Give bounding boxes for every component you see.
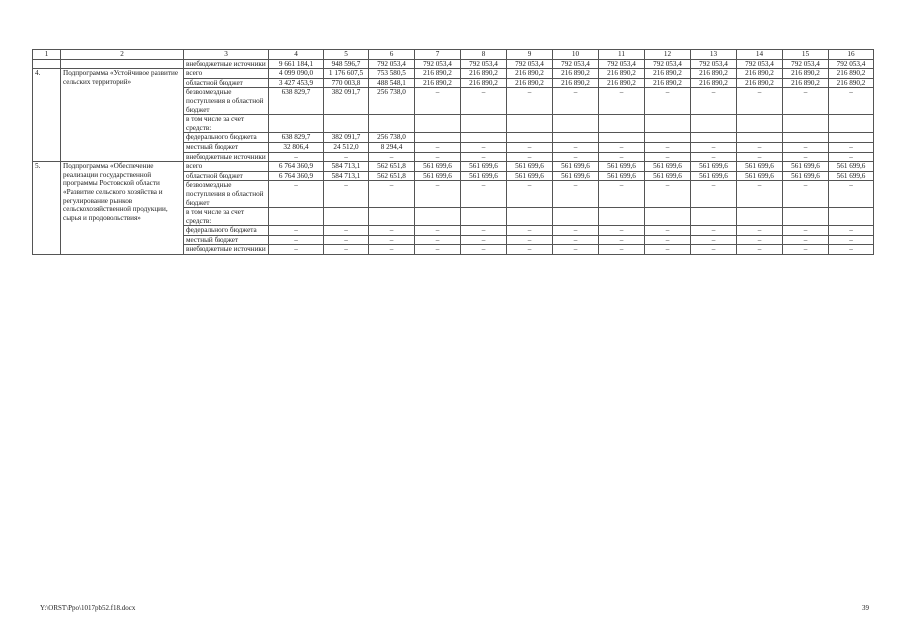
amount-cell: – [415,152,461,162]
amount-cell: – [507,181,553,208]
funding-source: всего [184,162,269,172]
amount-cell: – [553,152,599,162]
amount-cell: – [599,245,645,255]
amount-cell [599,133,645,143]
amount-cell: 561 699,6 [829,171,874,181]
amount-cell: 382 091,7 [324,133,369,143]
amount-cell: 24 512,0 [324,142,369,152]
funding-source: в том числе за счет средств: [184,115,269,133]
amount-cell: – [269,226,324,236]
amount-cell: 792 053,4 [737,59,783,69]
amount-cell: – [415,88,461,115]
amount-cell: – [599,152,645,162]
amount-cell: – [269,181,324,208]
amount-cell: – [691,142,737,152]
amount-cell [691,115,737,133]
amount-cell [324,208,369,226]
amount-cell [783,133,829,143]
amount-cell: – [461,181,507,208]
amount-cell: 561 699,6 [645,171,691,181]
amount-cell: – [599,235,645,245]
amount-cell: – [507,88,553,115]
amount-cell: 561 699,6 [415,171,461,181]
amount-cell: 561 699,6 [461,171,507,181]
amount-cell: 216 890,2 [461,69,507,79]
amount-cell: 4 099 090,0 [269,69,324,79]
amount-cell: – [324,226,369,236]
amount-cell [553,208,599,226]
amount-cell: – [507,235,553,245]
amount-cell: – [599,181,645,208]
amount-cell [269,208,324,226]
amount-cell: 561 699,6 [783,162,829,172]
amount-cell [737,208,783,226]
amount-cell: – [829,235,874,245]
amount-cell: – [737,245,783,255]
amount-cell: – [737,152,783,162]
amount-cell: 792 053,4 [783,59,829,69]
amount-cell: – [645,181,691,208]
amount-cell: 216 890,2 [691,69,737,79]
amount-cell [599,208,645,226]
column-header: 10 [553,50,599,60]
amount-cell: – [737,142,783,152]
amount-cell: – [783,245,829,255]
funding-source: всего [184,69,269,79]
amount-cell: – [369,226,415,236]
amount-cell: 584 713,1 [324,171,369,181]
amount-cell: – [691,235,737,245]
amount-cell [415,133,461,143]
amount-cell [737,115,783,133]
amount-cell: 638 829,7 [269,133,324,143]
amount-cell: – [829,245,874,255]
subprogram-name [61,59,184,69]
amount-cell: 216 890,2 [507,78,553,88]
amount-cell: 770 003,8 [324,78,369,88]
amount-cell [324,115,369,133]
subprogram-name: Подпрограмма «Обеспечение реализации государственной программы Ростовской области «Развитие сельского хозяйства и регулирование рынков сельскохозяйственной продукции, сырья и продовольствия» [61,162,184,255]
amount-cell: – [737,88,783,115]
row-number: 4. [33,69,61,162]
amount-cell: – [461,88,507,115]
amount-cell: 792 053,4 [461,59,507,69]
amount-cell: 561 699,6 [645,162,691,172]
amount-cell: – [783,142,829,152]
amount-cell: 792 053,4 [507,59,553,69]
amount-cell: 9 661 184,1 [269,59,324,69]
amount-cell: – [324,152,369,162]
amount-cell: – [645,88,691,115]
amount-cell: – [369,245,415,255]
amount-cell: 216 890,2 [829,78,874,88]
amount-cell: – [461,152,507,162]
amount-cell: 216 890,2 [737,78,783,88]
amount-cell: – [829,88,874,115]
funding-source: федерального бюджета [184,226,269,236]
amount-cell: 216 890,2 [691,78,737,88]
amount-cell: 216 890,2 [599,69,645,79]
amount-cell: 216 890,2 [415,69,461,79]
amount-cell: 216 890,2 [737,69,783,79]
amount-cell: 561 699,6 [599,171,645,181]
amount-cell: – [829,152,874,162]
row-number: 5. [33,162,61,255]
funding-source: в том числе за счет средств: [184,208,269,226]
amount-cell: – [415,142,461,152]
amount-cell: 382 091,7 [324,88,369,115]
amount-cell: – [783,226,829,236]
amount-cell: 561 699,6 [599,162,645,172]
amount-cell: 216 890,2 [829,69,874,79]
amount-cell: 561 699,6 [829,162,874,172]
amount-cell [415,208,461,226]
amount-cell: 792 053,4 [599,59,645,69]
amount-cell [737,133,783,143]
amount-cell [783,208,829,226]
amount-cell: – [553,88,599,115]
amount-cell: – [691,181,737,208]
amount-cell: 3 427 453,9 [269,78,324,88]
amount-cell: 561 699,6 [507,171,553,181]
column-header: 4 [269,50,324,60]
amount-cell [691,208,737,226]
amount-cell: 561 699,6 [415,162,461,172]
funding-source: безвозмездные поступления в областной бюджет [184,181,269,208]
amount-cell: – [324,181,369,208]
amount-cell [691,133,737,143]
amount-cell: – [691,152,737,162]
page-number: 39 [862,604,869,612]
amount-cell: 256 738,0 [369,88,415,115]
amount-cell: 792 053,4 [829,59,874,69]
amount-cell: 256 738,0 [369,133,415,143]
amount-cell: – [415,235,461,245]
amount-cell: – [461,245,507,255]
amount-cell [269,115,324,133]
amount-cell: – [553,226,599,236]
amount-cell: – [553,245,599,255]
amount-cell: 792 053,4 [691,59,737,69]
amount-cell: 753 580,5 [369,69,415,79]
column-header: 2 [61,50,184,60]
amount-cell: – [783,235,829,245]
funding-source: внебюджетные источники [184,59,269,69]
column-header: 5 [324,50,369,60]
amount-cell: 561 699,6 [553,171,599,181]
column-header: 3 [184,50,269,60]
amount-cell: – [461,235,507,245]
column-header: 16 [829,50,874,60]
amount-cell [461,115,507,133]
amount-cell [645,133,691,143]
amount-cell: 216 890,2 [461,78,507,88]
amount-cell: 216 890,2 [553,78,599,88]
amount-cell: – [783,88,829,115]
amount-cell: – [691,245,737,255]
amount-cell: – [553,235,599,245]
amount-cell: – [553,181,599,208]
header-row [33,50,874,60]
row-number [33,59,61,69]
amount-cell [507,133,553,143]
amount-cell: 561 699,6 [461,162,507,172]
amount-cell: 792 053,4 [645,59,691,69]
footer-file-path: Y:\ORST\Ppo\1017pb52.f18.docx [40,604,136,612]
subprogram-name: Подпрограмма «Устойчивое развитие сельских территорий» [61,69,184,162]
amount-cell: 792 053,4 [369,59,415,69]
amount-cell [599,115,645,133]
amount-cell: – [415,181,461,208]
amount-cell: – [369,181,415,208]
amount-cell: 638 829,7 [269,88,324,115]
amount-cell [507,208,553,226]
amount-cell [369,115,415,133]
column-header: 1 [33,50,61,60]
amount-cell: 216 890,2 [553,69,599,79]
amount-cell: – [507,226,553,236]
amount-cell: – [737,235,783,245]
amount-cell: – [829,226,874,236]
budget-table [32,49,874,255]
table-row [33,59,874,69]
amount-cell [829,208,874,226]
funding-source: местный бюджет [184,142,269,152]
amount-cell [553,115,599,133]
amount-cell [461,208,507,226]
amount-cell: 216 890,2 [783,69,829,79]
amount-cell: 1 176 607,5 [324,69,369,79]
amount-cell [369,208,415,226]
amount-cell: 561 699,6 [691,171,737,181]
amount-cell: – [737,226,783,236]
funding-source: федерального бюджета [184,133,269,143]
amount-cell: – [691,226,737,236]
amount-cell: – [269,152,324,162]
amount-cell: 562 651,8 [369,162,415,172]
amount-cell: – [599,226,645,236]
amount-cell: 216 890,2 [507,69,553,79]
amount-cell: 561 699,6 [507,162,553,172]
amount-cell: – [599,142,645,152]
amount-cell: 32 806,4 [269,142,324,152]
amount-cell: – [269,245,324,255]
amount-cell: – [553,142,599,152]
amount-cell: – [783,181,829,208]
funding-source: областной бюджет [184,171,269,181]
amount-cell: 584 713,1 [324,162,369,172]
column-header: 11 [599,50,645,60]
amount-cell: 6 764 360,9 [269,171,324,181]
amount-cell: 561 699,6 [691,162,737,172]
amount-cell: – [645,142,691,152]
amount-cell: 488 548,1 [369,78,415,88]
amount-cell: 561 699,6 [783,171,829,181]
column-header: 6 [369,50,415,60]
amount-cell: – [415,245,461,255]
amount-cell [645,208,691,226]
amount-cell: – [324,245,369,255]
amount-cell: – [415,226,461,236]
amount-cell: – [645,245,691,255]
amount-cell [461,133,507,143]
column-header: 12 [645,50,691,60]
amount-cell: – [324,235,369,245]
amount-cell: – [369,235,415,245]
amount-cell [829,115,874,133]
amount-cell: 216 890,2 [645,69,691,79]
column-header: 13 [691,50,737,60]
amount-cell: 948 596,7 [324,59,369,69]
amount-cell: 561 699,6 [737,162,783,172]
column-header: 7 [415,50,461,60]
amount-cell: 6 764 360,9 [269,162,324,172]
funding-source: внебюджетные источники [184,245,269,255]
amount-cell: – [461,226,507,236]
funding-source: внебюджетные источники [184,152,269,162]
amount-cell: 792 053,4 [415,59,461,69]
amount-cell [783,115,829,133]
amount-cell: – [645,226,691,236]
amount-cell: 561 699,6 [737,171,783,181]
amount-cell [829,133,874,143]
amount-cell: – [829,181,874,208]
table-row [33,69,874,79]
funding-source: безвозмездные поступления в областной бюджет [184,88,269,115]
funding-source: областной бюджет [184,78,269,88]
amount-cell: – [507,152,553,162]
funding-source: местный бюджет [184,235,269,245]
amount-cell: – [369,152,415,162]
amount-cell: 216 890,2 [599,78,645,88]
amount-cell: 216 890,2 [783,78,829,88]
column-header: 8 [461,50,507,60]
amount-cell: – [829,142,874,152]
amount-cell: 8 294,4 [369,142,415,152]
amount-cell: – [645,235,691,245]
amount-cell: 562 651,8 [369,171,415,181]
table-row [33,162,874,172]
amount-cell: 561 699,6 [553,162,599,172]
amount-cell: 216 890,2 [415,78,461,88]
amount-cell: – [507,142,553,152]
amount-cell: – [737,181,783,208]
column-header: 9 [507,50,553,60]
amount-cell: 792 053,4 [553,59,599,69]
amount-cell [415,115,461,133]
amount-cell: – [599,88,645,115]
amount-cell: 216 890,2 [645,78,691,88]
amount-cell: – [507,245,553,255]
column-header: 14 [737,50,783,60]
amount-cell [507,115,553,133]
amount-cell [645,115,691,133]
amount-cell [553,133,599,143]
amount-cell: – [783,152,829,162]
column-header: 15 [783,50,829,60]
amount-cell: – [645,152,691,162]
amount-cell: – [461,142,507,152]
amount-cell: – [269,235,324,245]
amount-cell: – [691,88,737,115]
